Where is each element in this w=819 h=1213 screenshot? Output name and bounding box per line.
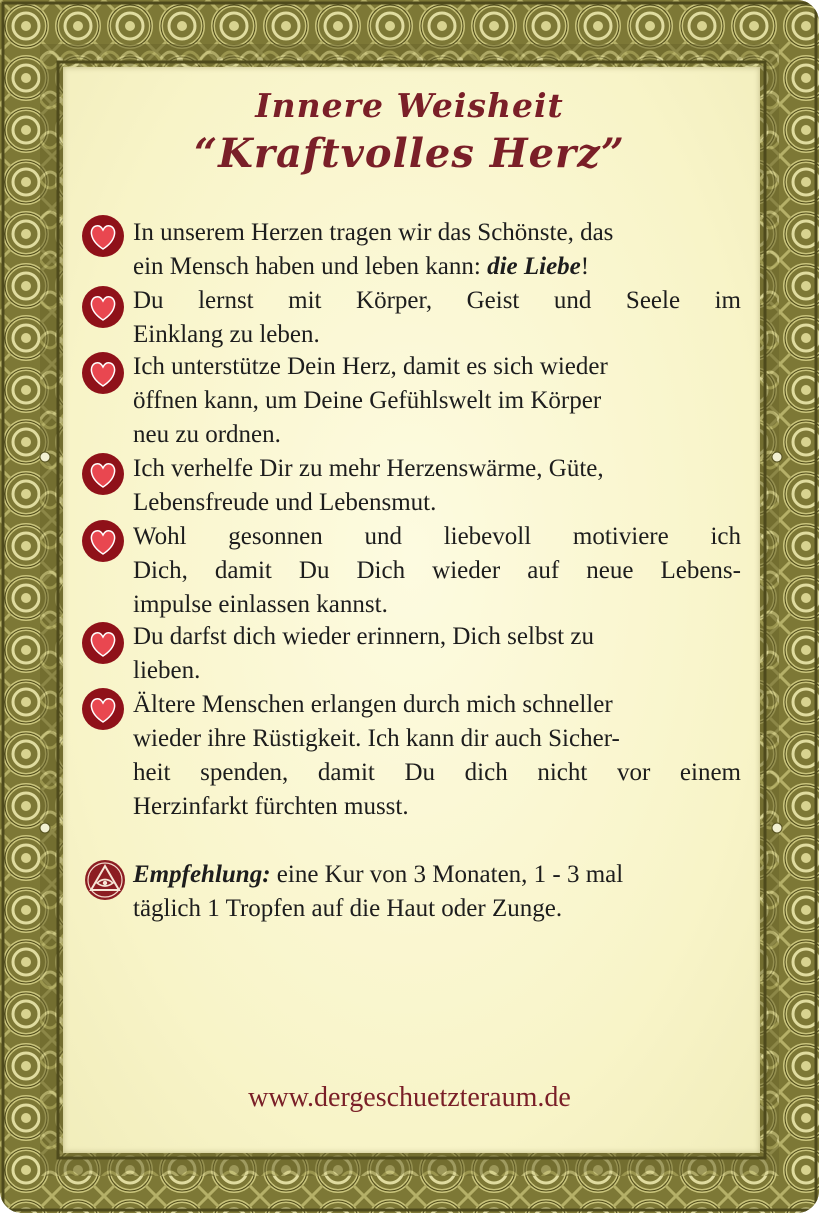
card-title: Innere Weisheit (255, 86, 564, 125)
recommendation-label: Empfehlung: (133, 861, 271, 888)
heart-icon (79, 518, 127, 564)
heart-icon (79, 620, 127, 666)
item-3-text: Ich unterstütze Dein Herz, damit es sich wieder öffnen kann, um Deine Gefühlswelt im Körper neu zu ordnen. (133, 353, 608, 448)
item-6-text: Du darfst dich wieder erinnern, Dich selbst zu lieben. (133, 623, 594, 684)
heart-icon (79, 451, 127, 497)
item-1-text: In unserem Herzen tragen wir das Schönste, das ein Mensch haben und leben kann: die Liebe! (133, 219, 614, 280)
heart-icon (79, 686, 127, 732)
heart-icon (79, 350, 127, 396)
item-4-text: Ich verhelfe Dir zu mehr Herzenswärme, Güte, Lebensfreude und Lebensmut. (133, 455, 604, 516)
eye-of-providence-icon (84, 859, 126, 901)
heart-icon (79, 284, 127, 330)
heart-icon (79, 213, 127, 259)
recommendation-text: Empfehlung: eine Kur von 3 Monaten, 1 - 3 mal täglich 1 Tropfen auf die Haut oder Zunge. (133, 861, 624, 922)
item-7-text: Ältere Menschen erlangen durch mich schneller wieder ihre Rüstigkeit. Ich kann dir auch Sicher- heit spenden, damit Du dich nicht vor einem Herzinfarkt fürchten musst. (133, 691, 741, 820)
item-2-text: Du lernst mit Körper, Geist und Seele im Einklang zu leben. (133, 287, 741, 348)
card-subtitle: “Kraftvolles Herz” (194, 130, 625, 177)
item-5-text: Wohl gesonnen und liebevoll motiviere ich Dich, damit Du Dich wieder auf neue Lebens- impulse einlassen kannst. (133, 523, 741, 618)
website-url[interactable]: www.dergeschuetzteraum.de (248, 1082, 571, 1113)
